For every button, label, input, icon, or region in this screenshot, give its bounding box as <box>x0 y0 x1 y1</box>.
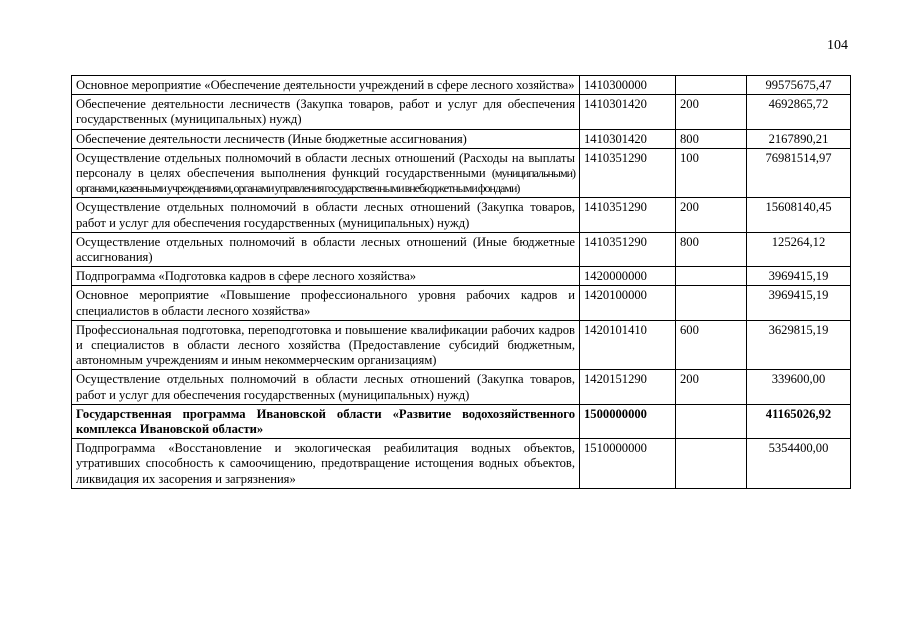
row-code: 1420101410 <box>580 320 676 370</box>
row-sum: 5354400,00 <box>747 439 851 489</box>
row-expense-type: 100 <box>676 148 747 198</box>
row-expense-type: 200 <box>676 95 747 129</box>
row-name: Основное мероприятие «Повышение профессионального уровня рабочих кадров и специалистов в области лесного хозяйства» <box>72 286 580 320</box>
row-name: Подпрограмма «Подготовка кадров в сфере лесного хозяйства» <box>72 267 580 286</box>
row-sum: 3969415,19 <box>747 267 851 286</box>
row-sum: 4692865,72 <box>747 95 851 129</box>
row-name: Осуществление отдельных полномочий в области лесных отношений (Закупка товаров, работ и услуг для обеспечения государственных (муниципальных) нужд) <box>72 370 580 404</box>
row-name-part: (муниципальными) органами, казенными учреждениями, органами управления государственными внебюджетными фондами) <box>76 166 576 196</box>
table-row <box>72 439 851 489</box>
row-name-part: Осуществление отдельных полномочий в области лесных отношений (Расходы на выплаты персоналу в целях обеспечения выполнения функций государственными <box>76 150 575 181</box>
table-row <box>72 129 851 148</box>
row-name: Обеспечение деятельности лесничеств (Иные бюджетные ассигнования) <box>72 129 580 148</box>
table-row <box>72 76 851 95</box>
table-row <box>72 232 851 266</box>
row-code: 1420100000 <box>580 286 676 320</box>
row-code: 1500000000 <box>580 404 676 438</box>
row-code: 1510000000 <box>580 439 676 489</box>
row-sum: 76981514,97 <box>747 148 851 198</box>
row-code: 1410301420 <box>580 95 676 129</box>
row-sum: 99575675,47 <box>747 76 851 95</box>
row-sum: 339600,00 <box>747 370 851 404</box>
row-name: Государственная программа Ивановской области «Развитие водохозяйственного комплекса Ивановской области» <box>72 404 580 438</box>
row-expense-type <box>676 439 747 489</box>
table-row <box>72 198 851 232</box>
row-expense-type <box>676 286 747 320</box>
row-sum: 2167890,21 <box>747 129 851 148</box>
table-row <box>72 267 851 286</box>
row-code: 1410351290 <box>580 148 676 198</box>
row-name: Осуществление отдельных полномочий в области лесных отношений (Закупка товаров, работ и услуг для обеспечения государственных (муниципальных) нужд) <box>72 198 580 232</box>
row-name: Обеспечение деятельности лесничеств (Закупка товаров, работ и услуг для обеспечения государственных (муниципальных) нужд) <box>72 95 580 129</box>
row-name: Подпрограмма «Восстановление и экологическая реабилитация водных объектов, утративших способность к самоочищению, предотвращение истощения водных объектов, ликвидация их засорения и загрязнения» <box>72 439 580 489</box>
table-row <box>72 148 851 198</box>
row-name: Осуществление отдельных полномочий в области лесных отношений (Иные бюджетные ассигнования) <box>72 232 580 266</box>
row-expense-type: 200 <box>676 198 747 232</box>
table-row <box>72 370 851 404</box>
table-row-program <box>72 404 851 438</box>
row-name <box>72 148 580 198</box>
row-sum: 15608140,45 <box>747 198 851 232</box>
table-row <box>72 286 851 320</box>
row-expense-type <box>676 76 747 95</box>
row-name: Профессиональная подготовка, переподготовка и повышение квалификации рабочих кадров и специалистов в области лесного хозяйства (Предоставление субсидий бюджетным, автономным учреждениям и иным некоммерческим организациям) <box>72 320 580 370</box>
budget-table <box>71 75 851 489</box>
row-expense-type: 800 <box>676 232 747 266</box>
row-sum: 41165026,92 <box>747 404 851 438</box>
row-name: Основное мероприятие «Обеспечение деятельности учреждений в сфере лесного хозяйства» <box>72 76 580 95</box>
row-code: 1420000000 <box>580 267 676 286</box>
table-row <box>72 320 851 370</box>
row-sum: 3969415,19 <box>747 286 851 320</box>
row-expense-type <box>676 404 747 438</box>
row-expense-type: 600 <box>676 320 747 370</box>
row-code: 1410301420 <box>580 129 676 148</box>
row-code: 1410351290 <box>580 232 676 266</box>
row-sum: 3629815,19 <box>747 320 851 370</box>
table-row <box>72 95 851 129</box>
row-expense-type: 200 <box>676 370 747 404</box>
row-expense-type <box>676 267 747 286</box>
row-expense-type: 800 <box>676 129 747 148</box>
row-code: 1420151290 <box>580 370 676 404</box>
page-number: 104 <box>827 38 848 53</box>
row-code: 1410300000 <box>580 76 676 95</box>
row-sum: 125264,12 <box>747 232 851 266</box>
row-code: 1410351290 <box>580 198 676 232</box>
